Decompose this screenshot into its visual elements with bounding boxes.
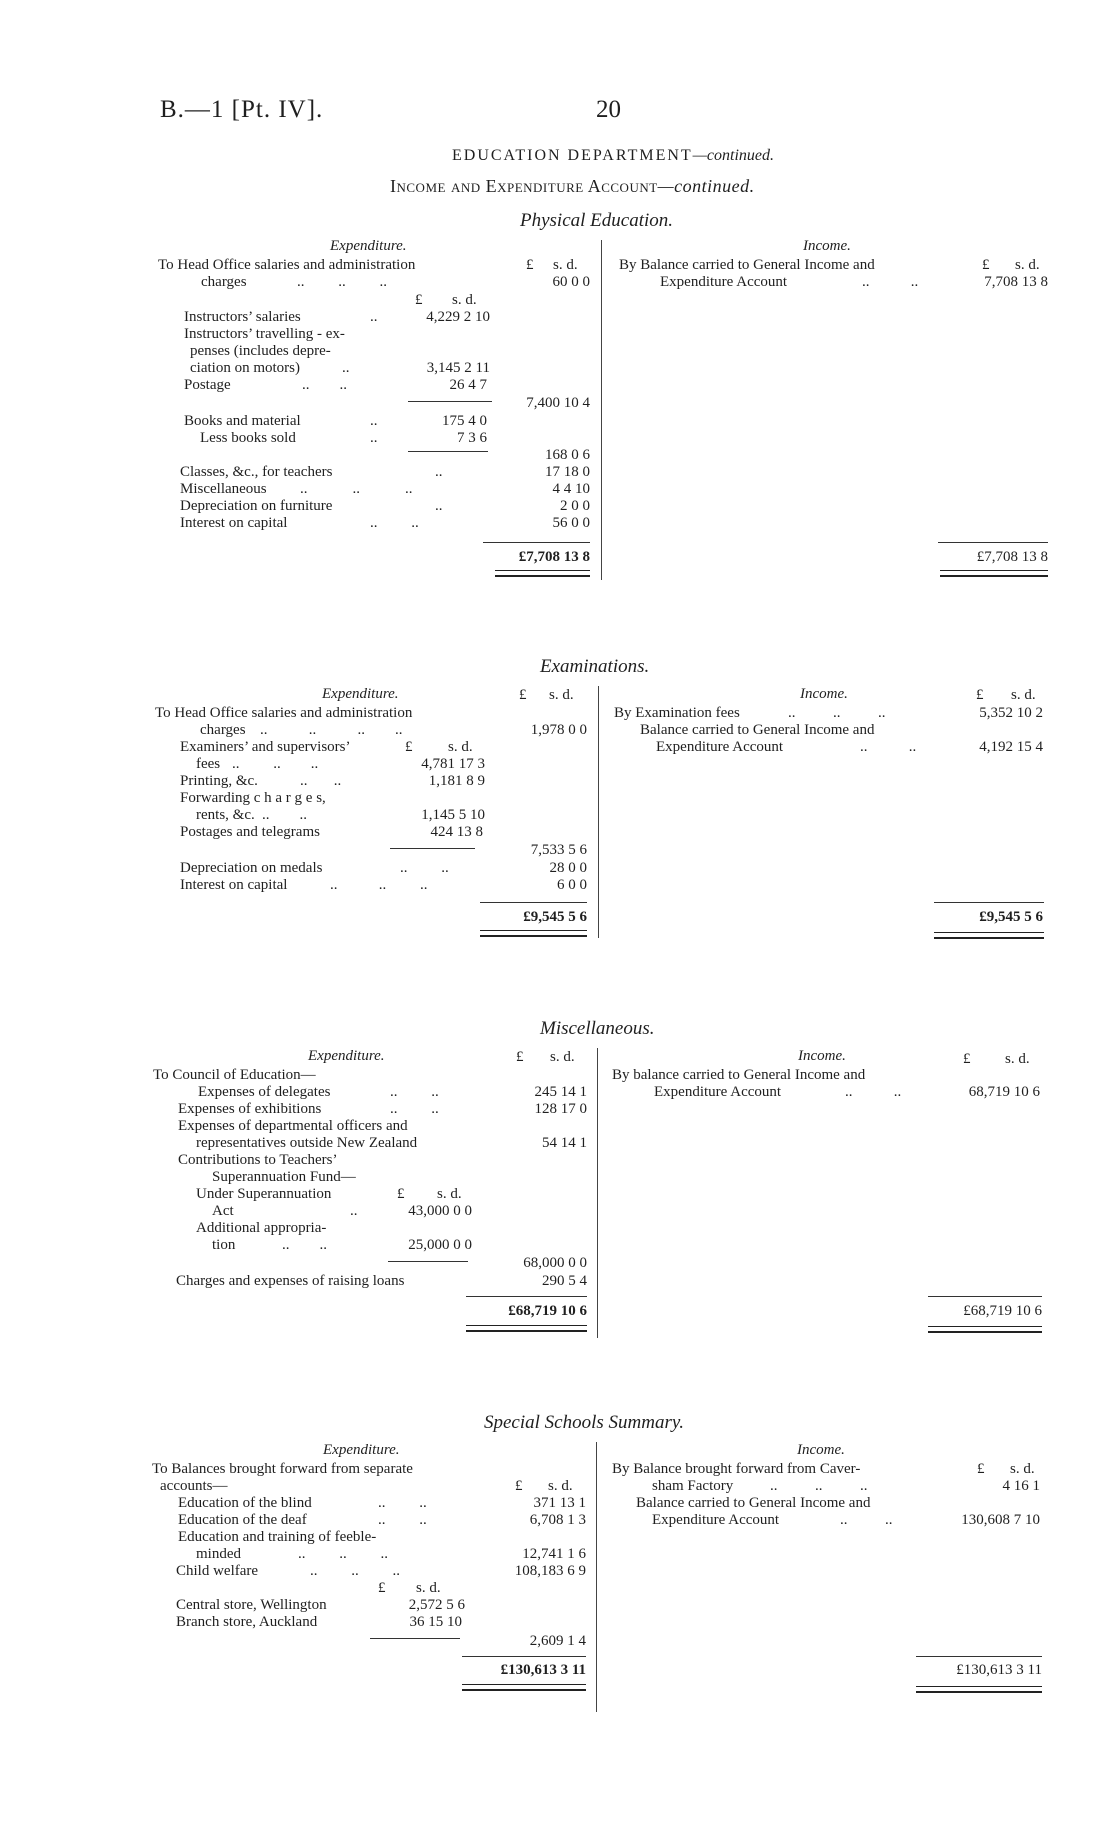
leader-dots: .. .. — [262, 807, 307, 823]
exp-line: charges — [201, 274, 247, 290]
exp-line: Instructors’ travelling - ex- — [184, 326, 345, 342]
amount: 6 0 0 — [557, 877, 587, 893]
department-title: EDUCATION DEPARTMENT—continued. — [452, 147, 774, 164]
income-total: £68,719 10 6 — [963, 1303, 1042, 1319]
leader-dots: .. .. — [390, 1101, 439, 1117]
leader-dots: .. .. — [370, 515, 419, 531]
leader-dots: .. — [435, 498, 443, 514]
leader-dots: .. — [342, 360, 350, 376]
leader-dots: .. .. .. — [297, 274, 387, 290]
total-rule — [938, 542, 1048, 543]
exp-line: Interest on capital — [180, 877, 288, 893]
exp-line: Education of the deaf — [178, 1512, 307, 1528]
exp-line: rents, &c. — [196, 807, 255, 823]
leader-dots: .. — [370, 430, 378, 446]
amount: 26 4 7 — [449, 377, 487, 393]
double-rule — [940, 570, 1048, 577]
subtotal-rule — [370, 1638, 460, 1639]
total-rule — [466, 1296, 587, 1297]
amount: 3,145 2 11 — [426, 360, 490, 376]
amount: 175 4 0 — [442, 413, 487, 429]
inc-line: Expenditure Account — [652, 1512, 780, 1528]
exp-line: accounts— — [160, 1478, 228, 1494]
expenditure-heading: Expenditure. — [308, 1048, 385, 1064]
amount: 5,352 10 2 — [979, 705, 1043, 721]
pound-sign: £ — [976, 687, 984, 703]
amount: 4,781 17 3 — [421, 756, 485, 772]
section-title-exams: Examinations. — [540, 656, 650, 677]
inc-line: Balance carried to General Income and — [640, 722, 875, 738]
inc-line: Balance carried to General Income and — [636, 1495, 871, 1511]
expenditure-heading: Expenditure. — [330, 238, 407, 254]
amount: 4 4 10 — [552, 481, 590, 497]
exp-line: To Council of Education— — [153, 1067, 316, 1083]
exp-line: fees — [196, 756, 221, 772]
pound-sign: £ — [405, 739, 413, 755]
leader-dots: .. — [370, 413, 378, 429]
exp-line: Central store, Wellington — [176, 1597, 327, 1613]
leader-dots: .. .. .. — [330, 877, 428, 893]
amount: 60 0 0 — [552, 274, 590, 290]
leader-dots: .. — [370, 309, 378, 325]
amount: 1,978 0 0 — [530, 722, 587, 738]
exp-line: Interest on capital — [180, 515, 288, 531]
leader-dots: .. .. .. — [232, 756, 319, 772]
amount: 2 0 0 — [560, 498, 590, 514]
amount: 128 17 0 — [534, 1101, 587, 1117]
sd-heading: s. d. — [1010, 1461, 1035, 1477]
sd-heading: s. d. — [448, 739, 473, 755]
amount: 7 3 6 — [457, 430, 487, 446]
total-rule — [462, 1656, 586, 1657]
account-title: Income and Expenditure Account—continued. — [390, 176, 755, 196]
income-heading: Income. — [797, 1442, 845, 1458]
amount: 7,708 13 8 — [984, 274, 1048, 290]
expenditure-total: £130,613 3 11 — [500, 1662, 586, 1678]
inc-line: sham Factory — [652, 1478, 734, 1494]
double-rule — [928, 1326, 1042, 1333]
total-rule — [934, 902, 1044, 903]
income-total: £9,545 5 6 — [979, 909, 1043, 925]
exp-line: Postages and telegrams — [180, 824, 320, 840]
exp-line: To Head Office salaries and administration — [155, 705, 413, 721]
leader-dots: .. .. — [845, 1084, 902, 1100]
exp-line: Instructors’ salaries — [184, 309, 301, 325]
amount: 1,145 5 10 — [421, 807, 485, 823]
inc-line: Expenditure Account — [660, 274, 788, 290]
expenditure-total: £68,719 10 6 — [508, 1303, 587, 1319]
exp-line: To Head Office salaries and administration — [158, 257, 416, 273]
pound-sign: £ — [963, 1051, 971, 1067]
exp-line: Expenses of exhibitions — [178, 1101, 322, 1117]
amount: 25,000 0 0 — [408, 1237, 472, 1253]
exp-line: Less books sold — [200, 430, 296, 446]
income-heading: Income. — [800, 686, 848, 702]
exp-line: To Balances brought forward from separate — [152, 1461, 413, 1477]
exp-line: Miscellaneous — [180, 481, 267, 497]
amount: 68,719 10 6 — [968, 1084, 1040, 1100]
leader-dots: .. .. — [282, 1237, 327, 1253]
exp-line: Branch store, Auckland — [176, 1614, 318, 1630]
subtotal-rule — [388, 1261, 468, 1262]
subtotal: 68,000 0 0 — [523, 1255, 587, 1271]
exp-line: charges — [200, 722, 246, 738]
amount: 4,192 15 4 — [979, 739, 1043, 755]
double-rule — [466, 1325, 587, 1332]
exp-line: Depreciation on medals — [180, 860, 323, 876]
section-title-special: Special Schools Summary. — [484, 1412, 685, 1433]
amount: 424 13 8 — [430, 824, 483, 840]
exp-line: Education of the blind — [178, 1495, 312, 1511]
leader-dots: .. — [350, 1203, 358, 1219]
total-rule — [916, 1656, 1042, 1657]
pound-sign: £ — [516, 1049, 524, 1065]
leader-dots: .. .. — [390, 1084, 439, 1100]
amount: 108,183 6 9 — [514, 1563, 586, 1579]
exp-line: Child welfare — [176, 1563, 259, 1579]
exp-line: Forwarding c h a r g e s, — [180, 790, 326, 806]
exp-line: Under Superannuation — [196, 1186, 332, 1202]
subtotal-rule — [408, 451, 488, 452]
pound-sign: £ — [526, 257, 534, 273]
sd-heading: s. d. — [452, 292, 477, 308]
leader-dots: .. .. — [378, 1495, 427, 1511]
amount: 6,708 1 3 — [529, 1512, 586, 1528]
exp-line: Expenses of departmental officers and — [178, 1118, 408, 1134]
sd-heading: s. d. — [1011, 687, 1036, 703]
amount: 371 13 1 — [533, 1495, 586, 1511]
pound-sign: £ — [977, 1461, 985, 1477]
amount: 43,000 0 0 — [408, 1203, 472, 1219]
expenditure-total: £7,708 13 8 — [518, 549, 590, 565]
exp-line: Contributions to Teachers’ — [178, 1152, 338, 1168]
section-title-misc: Miscellaneous. — [540, 1018, 655, 1039]
leader-dots: .. .. — [862, 274, 919, 290]
exp-line: Additional appropria- — [196, 1220, 327, 1236]
sd-heading: s. d. — [437, 1186, 462, 1202]
exp-line: minded — [196, 1546, 241, 1562]
inc-line: By Balance carried to General Income and — [619, 257, 875, 273]
pound-sign: £ — [397, 1186, 405, 1202]
column-divider — [601, 240, 602, 580]
inc-line: By Examination fees — [614, 705, 740, 721]
income-total: £130,613 3 11 — [956, 1662, 1042, 1678]
exp-line: Examiners’ and supervisors’ — [180, 739, 351, 755]
amount: 2,572 5 6 — [408, 1597, 465, 1613]
sd-heading: s. d. — [1005, 1051, 1030, 1067]
income-heading: Income. — [798, 1048, 846, 1064]
amount: 4 16 1 — [1002, 1478, 1040, 1494]
amount: 1,181 8 9 — [428, 773, 485, 789]
leader-dots: .. .. — [840, 1512, 893, 1528]
inc-line: By balance carried to General Income and — [612, 1067, 866, 1083]
sd-heading: s. d. — [550, 1049, 575, 1065]
exp-line: Postage — [184, 377, 231, 393]
double-rule — [480, 930, 587, 937]
sd-heading: s. d. — [548, 1478, 573, 1494]
leader-dots: .. .. .. — [770, 1478, 868, 1494]
pound-sign: £ — [982, 257, 990, 273]
double-rule — [462, 1684, 586, 1691]
exp-line: tion — [212, 1237, 236, 1253]
pound-sign: £ — [378, 1580, 386, 1596]
section-title-physical: Physical Education. — [520, 210, 674, 231]
leader-dots: .. .. .. — [788, 705, 886, 721]
leader-dots: .. .. .. — [298, 1546, 388, 1562]
subtotal: 168 0 6 — [545, 447, 590, 463]
exp-line: Depreciation on furniture — [180, 498, 333, 514]
amount: 290 5 4 — [542, 1273, 587, 1289]
amount: 56 0 0 — [552, 515, 590, 531]
inc-line: Expenditure Account — [654, 1084, 782, 1100]
amount: 36 15 10 — [409, 1614, 462, 1630]
amount: 17 18 0 — [545, 464, 590, 480]
income-total: £7,708 13 8 — [976, 549, 1048, 565]
exp-line: Act — [212, 1203, 234, 1219]
amount: 130,608 7 10 — [961, 1512, 1040, 1528]
document-reference: B.—1 [Pt. IV]. — [160, 96, 324, 123]
total-rule — [928, 1296, 1042, 1297]
pound-sign: £ — [415, 292, 423, 308]
subtotal: 2,609 1 4 — [529, 1633, 586, 1649]
expenditure-total: £9,545 5 6 — [523, 909, 587, 925]
subtotal: 7,400 10 4 — [526, 395, 590, 411]
exp-line: penses (includes depre- — [190, 343, 331, 359]
exp-line: ciation on motors) — [190, 360, 300, 376]
total-rule — [483, 542, 590, 543]
leader-dots: .. — [435, 464, 443, 480]
amount: 54 14 1 — [542, 1135, 587, 1151]
sd-heading: s. d. — [549, 687, 574, 703]
exp-line: Classes, &c., for teachers — [180, 464, 333, 480]
exp-line: representatives outside New Zealand — [196, 1135, 418, 1151]
double-rule — [934, 932, 1044, 939]
exp-line: Printing, &c. — [180, 773, 258, 789]
column-divider — [598, 686, 599, 938]
amount: 4,229 2 10 — [426, 309, 490, 325]
leader-dots: .. .. — [302, 377, 347, 393]
amount: 245 14 1 — [534, 1084, 587, 1100]
total-rule — [480, 902, 587, 903]
inc-line: By Balance brought forward from Caver- — [612, 1461, 861, 1477]
double-rule — [916, 1686, 1042, 1693]
expenditure-heading: Expenditure. — [323, 1442, 400, 1458]
subtotal: 7,533 5 6 — [530, 842, 587, 858]
page-number: 20 — [596, 96, 621, 123]
amount: 28 0 0 — [549, 860, 587, 876]
sd-heading: s. d. — [1015, 257, 1040, 273]
sd-heading: s. d. — [416, 1580, 441, 1596]
exp-line: Superannuation Fund— — [212, 1169, 356, 1185]
pound-sign: £ — [519, 687, 527, 703]
leader-dots: .. .. — [378, 1512, 427, 1528]
amount: 12,741 1 6 — [522, 1546, 586, 1562]
exp-line: Expenses of delegates — [198, 1084, 331, 1100]
leader-dots: .. .. .. — [300, 481, 413, 497]
subtotal-rule — [408, 401, 492, 402]
sd-heading: s. d. — [553, 257, 578, 273]
column-divider — [596, 1442, 597, 1712]
leader-dots: .. .. .. — [310, 1563, 400, 1579]
leader-dots: .. .. .. .. — [260, 722, 403, 738]
exp-line: Books and material — [184, 413, 301, 429]
leader-dots: .. .. — [300, 773, 342, 789]
subtotal-rule — [390, 848, 475, 849]
exp-line: Charges and expenses of raising loans — [176, 1273, 405, 1289]
leader-dots: .. .. — [400, 860, 449, 876]
inc-line: Expenditure Account — [656, 739, 784, 755]
double-rule — [495, 570, 590, 577]
column-divider — [597, 1048, 598, 1338]
pound-sign: £ — [515, 1478, 523, 1494]
income-heading: Income. — [803, 238, 851, 254]
expenditure-heading: Expenditure. — [322, 686, 399, 702]
exp-line: Education and training of feeble- — [178, 1529, 377, 1545]
leader-dots: .. .. — [860, 739, 917, 755]
